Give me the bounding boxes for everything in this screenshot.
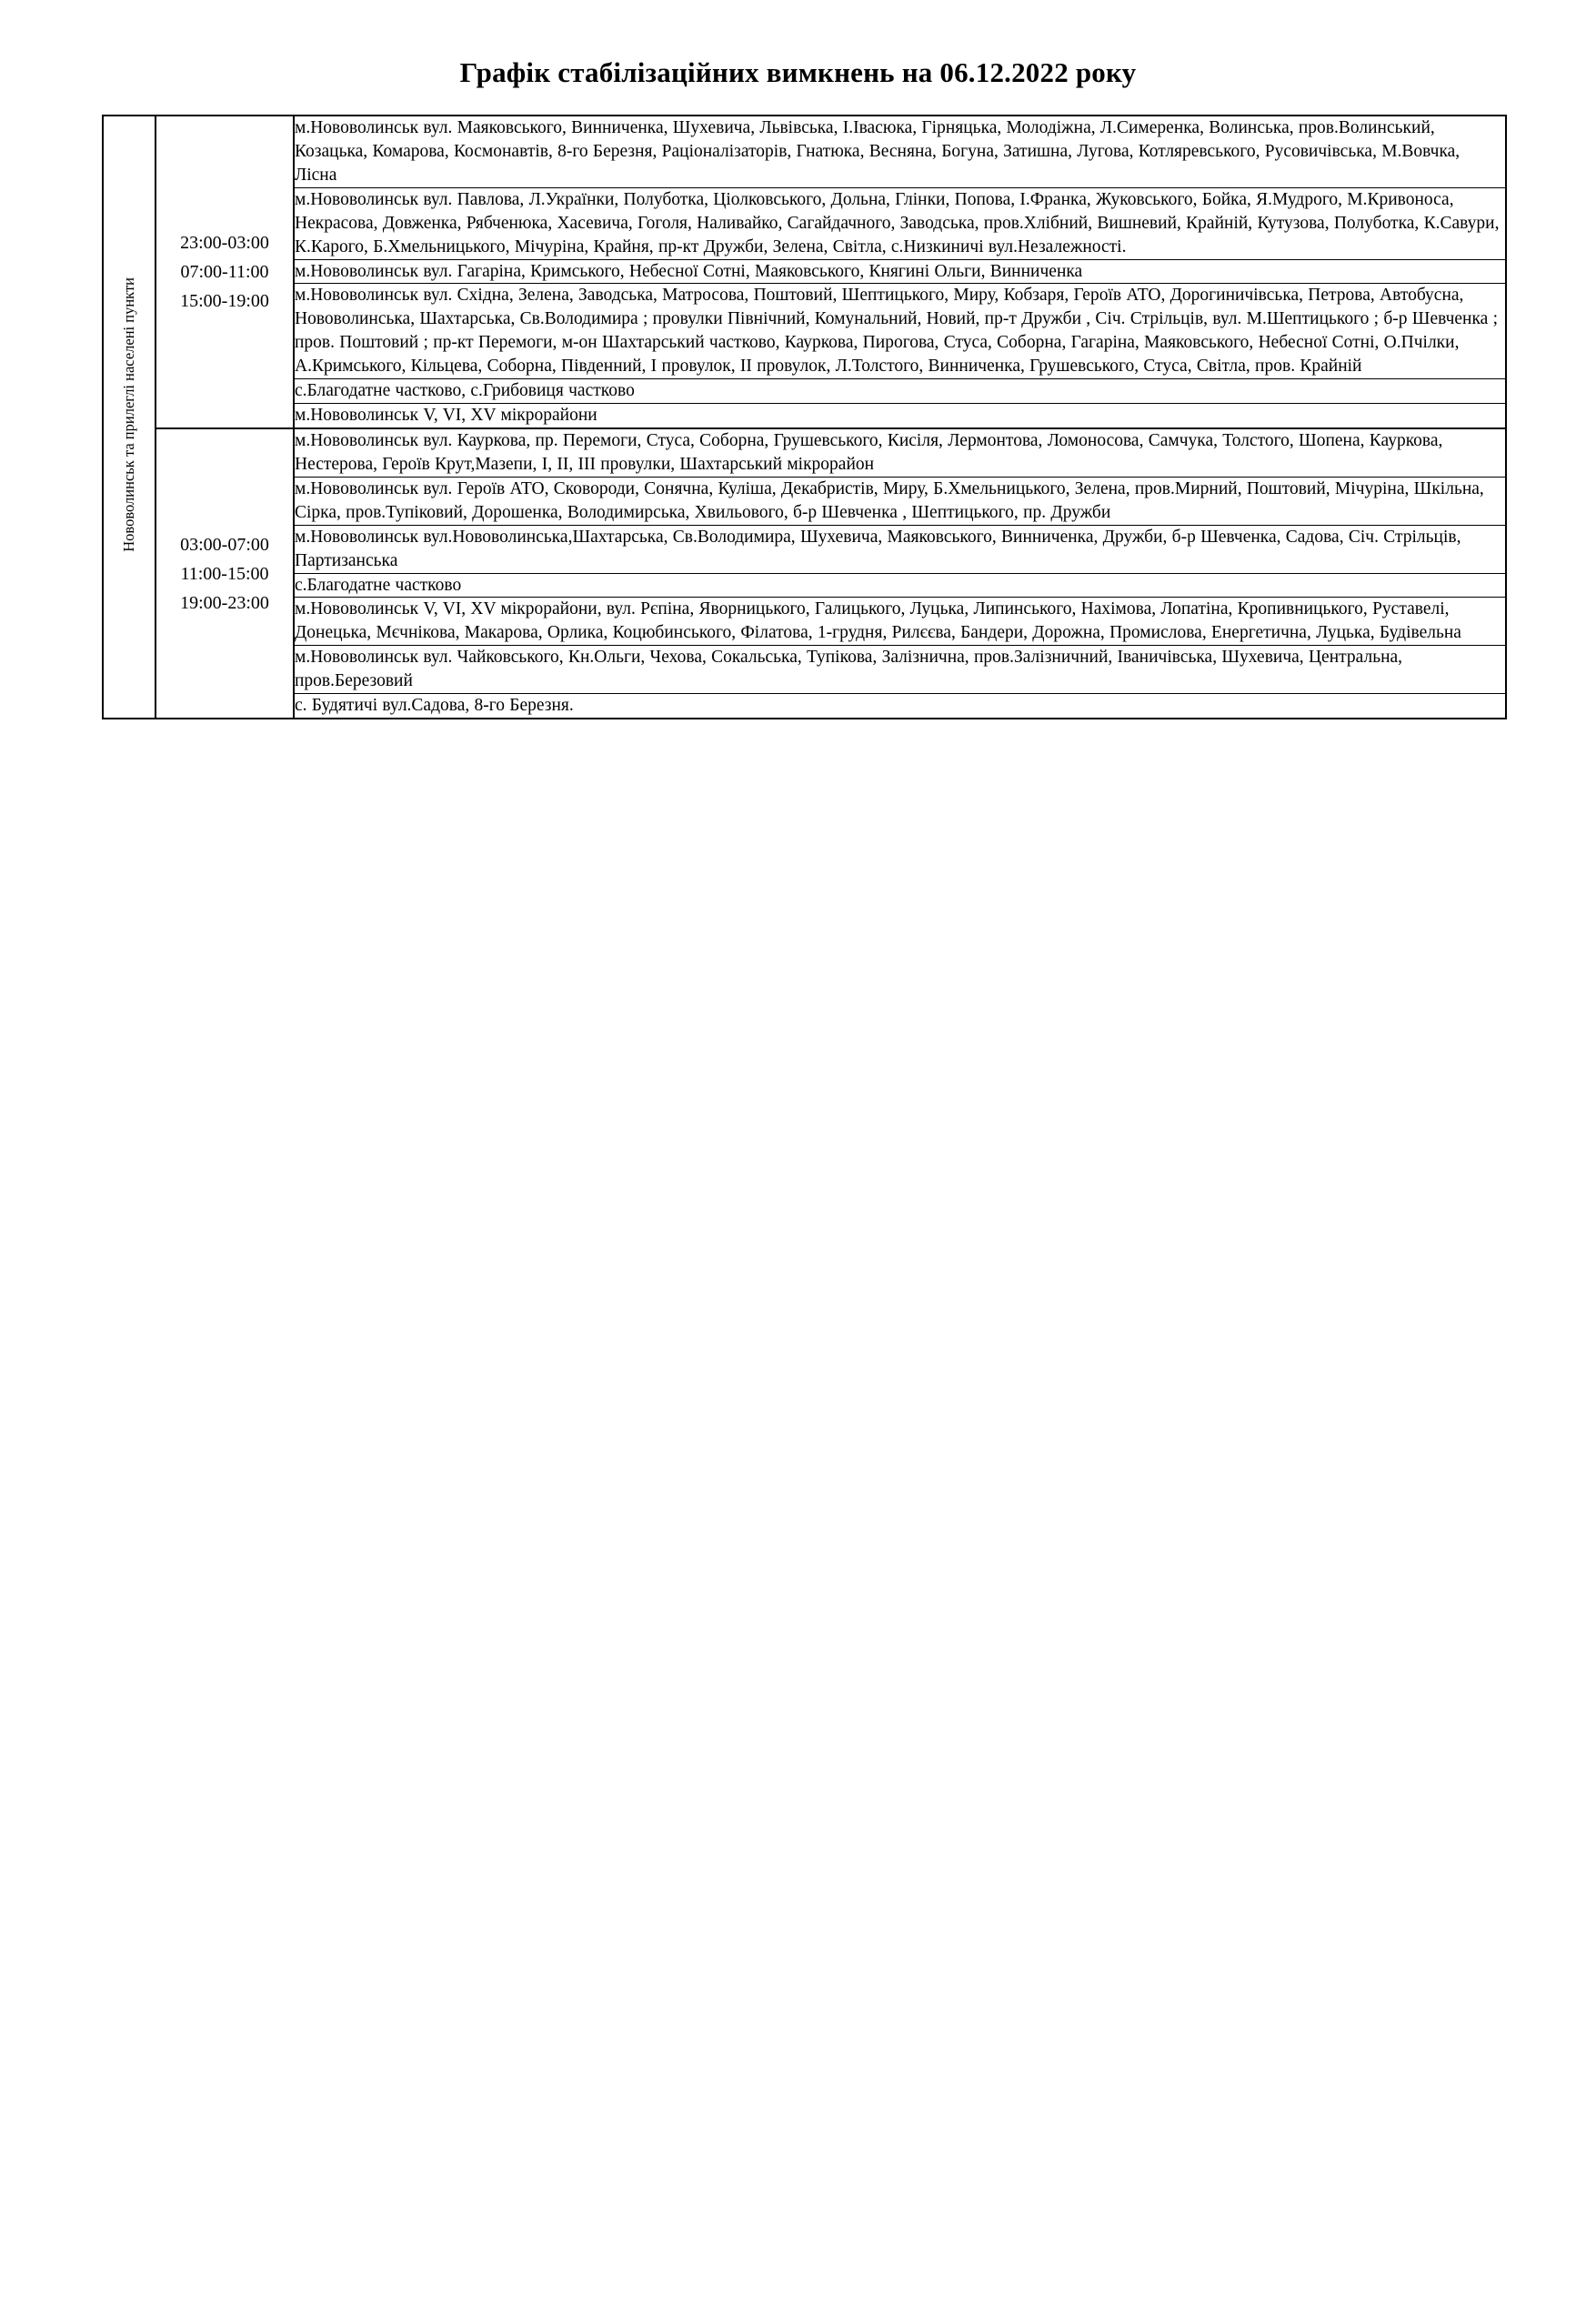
streets-cell: с.Благодатне частково: [294, 573, 1506, 598]
time-slot: 23:00-03:00: [180, 232, 269, 253]
time-slot: 11:00-15:00: [180, 563, 269, 584]
streets-cell: с.Благодатне частково, с.Грибовиця частково: [294, 379, 1506, 404]
time-slot: 19:00-23:00: [180, 592, 269, 613]
table-row: [103, 477, 1506, 525]
time-slot: 15:00-19:00: [180, 290, 269, 311]
outage-schedule-table: [102, 115, 1507, 719]
table-row: [103, 598, 1506, 646]
document-page: [0, 56, 1596, 719]
streets-cell: м.Нововолинськ вул. Маяковського, Винниченка, Шухевича, Львівська, І.Івасюка, Гірняцька, Молодіжна, Л.Симеренка, Волинська, пров.Волинський, Козацька, Комарова, Космонавтів, 8-го Березня, Раціоналізаторів, Гнатюка, Весняна, Богуна, Затишна, Лугова, Котляревського, Русовичівська, М.Вовчка, Лісна: [294, 116, 1506, 187]
streets-cell: м.Нововолинськ вул. Чайковського, Кн.Ольги, Чехова, Сокальська, Тупікова, Залізнична, пров.Залізничний, Іваничівська, Шухевича, Центральна, пров.Березовий: [294, 646, 1506, 694]
region-label-cell: [103, 116, 156, 719]
table-row: [103, 379, 1506, 404]
table-row: [103, 646, 1506, 694]
time-slots-cell-group-1: [156, 116, 294, 428]
region-label-text: Нововолинськ та прилеглі населені пункти: [119, 277, 137, 552]
time-slots-cell-group-2: [156, 428, 294, 719]
table-row: [103, 284, 1506, 379]
table-row: [103, 259, 1506, 284]
table-row: [103, 694, 1506, 719]
streets-cell: м.Нововолинськ вул. Східна, Зелена, Заводська, Матросова, Поштовий, Шептицького, Миру, Кобзаря, Героїв АТО, Дорогиничівська, Петрова, Автобусна, Нововолинська, Шахтарська, Св.Володимира ; провулки Північний, Комунальний, Новий, пр-т Дружби , Січ. Стрільців, вул. М.Шептицького ; б-р Шевченка ; пров. Поштовий ; пр-кт Перемоги, м-он Шахтарський частково, Кауркова, Пирогова, Стуса, Соборна, Гагаріна, Маяковського, Небесної Сотні, О.Пчілки, А.Кримського, Кільцева, Соборна, Південний, І провулок, ІІ провулок, Л.Толстого, Винниченка, Грушевського, Стуса, Світла, пров. Крайній: [294, 284, 1506, 379]
streets-cell: м.Нововолинськ вул.Нововолинська,Шахтарська, Св.Володимира, Шухевича, Маяковського, Винниченка, Дружби, б-р Шевченка, Садова, Січ. Стрільців, Партизанська: [294, 525, 1506, 573]
table-row: [103, 428, 1506, 477]
table-row: [103, 116, 1506, 187]
table-row: [103, 187, 1506, 259]
streets-cell: м.Нововолинськ вул. Павлова, Л.Українки, Полуботка, Ціолковського, Дольна, Глінки, Попова, І.Франка, Жуковського, Бойка, Я.Мудрого, М.Кривоноса, Некрасова, Довженка, Рябченюка, Хасевича, Гоголя, Наливайко, Сагайдачного, Заводська, пров.Хлібний, Вишневий, Крайній, Кутузова, Полуботка, К.Савури, К.Карого, Б.Хмельницького, Мічуріна, Крайня, пр-кт Дружби, Зелена, Світла, с.Низкиничі вул.Незалежності.: [294, 187, 1506, 259]
time-slot: 07:00-11:00: [180, 261, 269, 282]
streets-cell: м.Нововолинськ вул. Героїв АТО, Сковороди, Сонячна, Куліша, Декабристів, Миру, Б.Хмельницького, Зелена, пров.Мирний, Поштовий, Мічуріна, Шкільна, Сірка, пров.Тупіковий, Дорошенка, Володимирська, Хвильового, б-р Шевченка , Шептицького, пр. Дружби: [294, 477, 1506, 525]
page-title: Графік стабілізаційних вимкнень на 06.12.2022 року: [459, 56, 1137, 88]
table-row: [103, 404, 1506, 428]
time-slot: 03:00-07:00: [180, 534, 269, 555]
table-row: [103, 525, 1506, 573]
streets-cell: м.Нововолинськ вул. Кауркова, пр. Перемоги, Стуса, Соборна, Грушевського, Кисіля, Лермонтова, Ломоносова, Самчука, Толстого, Шопена, Кауркова, Нестерова, Героїв Крут,Мазепи, І, ІІ, ІІІ провулки, Шахтарський мікрорайон: [294, 428, 1506, 477]
streets-cell: м.Нововолинськ V, VI, XV мікрорайони: [294, 404, 1506, 428]
streets-cell: м.Нововолинськ вул. Гагаріна, Кримського, Небесної Сотні, Маяковського, Княгині Ольги, Винниченка: [294, 259, 1506, 284]
table-row: [103, 573, 1506, 598]
streets-cell: с. Будятичі вул.Садова, 8-го Березня.: [294, 694, 1506, 719]
streets-cell: м.Нововолинськ V, VI, XV мікрорайони, вул. Рєпіна, Яворницького, Галицького, Луцька, Липинського, Нахімова, Лопатіна, Кропивницького, Руставелі, Донецька, Мєчнікова, Макарова, Орлика, Коцюбинського, Філатова, 1-грудня, Рилєєва, Бандери, Дорожна, Промислова, Енергетична, Луцька, Будівельна: [294, 598, 1506, 646]
schedule-table-wrapper: [102, 115, 1507, 719]
